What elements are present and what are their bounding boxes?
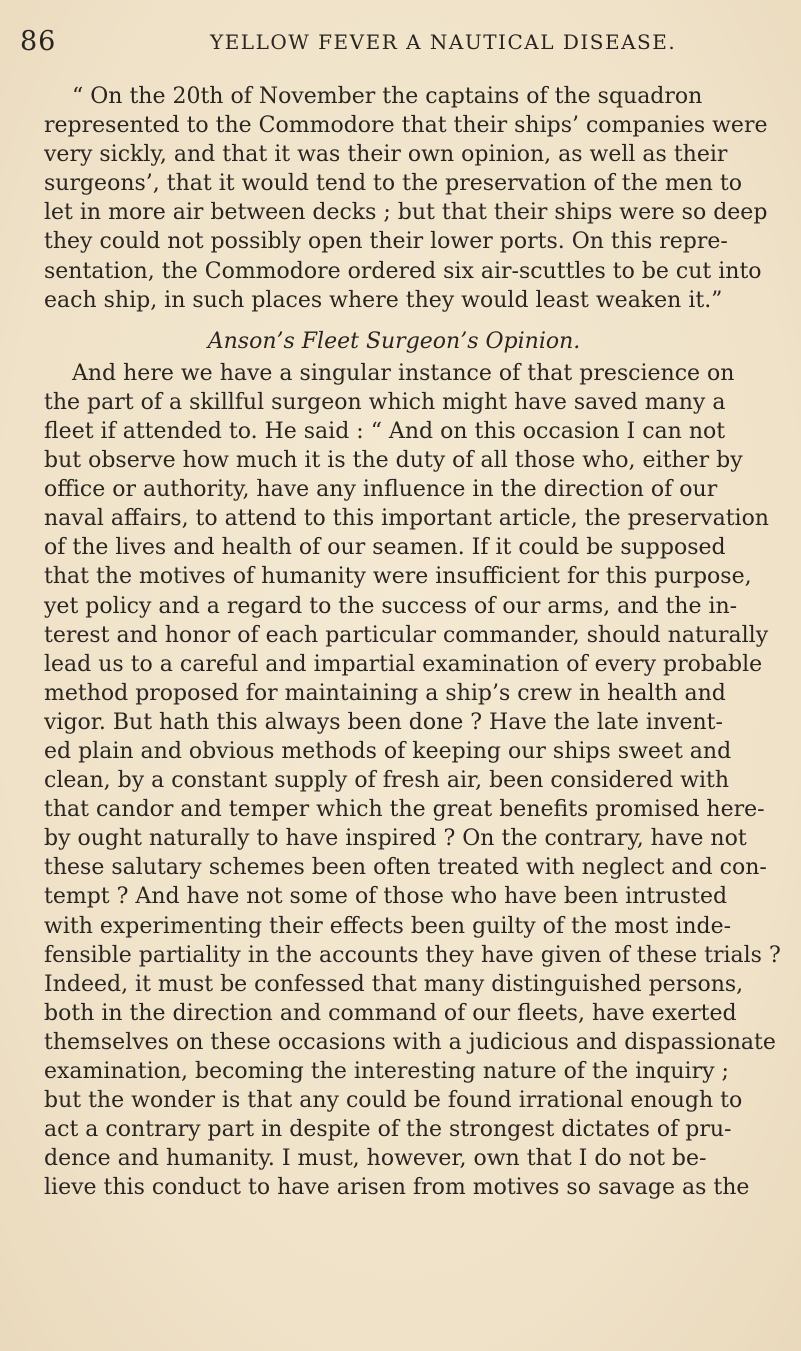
text-line: by ought naturally to have inspired ? On the contrary, have not <box>44 826 747 852</box>
text-line: that the motives of humanity were insufficient for this purpose, <box>44 564 752 590</box>
text-line: of the lives and health of our seamen. If it could be supposed <box>44 535 726 561</box>
text-line: they could not possibly open their lower ports. On this repre- <box>44 229 728 255</box>
text-line: each ship, in such places where they would least weaken it.” <box>44 287 723 313</box>
text-line: both in the direction and command of our fleets, have exerted <box>44 1000 737 1026</box>
text-line: lieve this conduct to have arisen from motives so savage as the <box>44 1175 750 1201</box>
paragraph-quote <box>44 82 784 315</box>
text-line: clean, by a constant supply of fresh air, been considered with <box>44 768 730 794</box>
text-line: these salutary schemes been often treated with neglect and con- <box>44 855 767 881</box>
text-line: but the wonder is that any could be found irrational enough to <box>44 1088 743 1114</box>
text-line: but observe how much it is the duty of all those who, either by <box>44 448 743 474</box>
text-line: Indeed, it must be confessed that many distinguished persons, <box>44 971 744 997</box>
text-line: naval affairs, to attend to this important article, the preservation <box>44 506 769 532</box>
paragraph-opinion <box>44 359 784 1203</box>
text-line: And here we have a singular instance of that prescience on <box>72 360 735 386</box>
text-line: let in more air between decks ; but that their ships were so deep <box>44 200 768 226</box>
text-line: dence and humanity. I must, however, own that I do not be- <box>44 1146 707 1172</box>
text-line: examination, becoming the interesting nature of the inquiry ; <box>44 1059 729 1084</box>
page-number: 86 <box>20 26 57 57</box>
text-line: ed plain and obvious methods of keeping our ships sweet and <box>44 738 732 764</box>
text-line: the part of a skillful surgeon which might have saved many a <box>44 389 726 415</box>
text-line: lead us to a careful and impartial examination of every probable <box>44 651 763 677</box>
page-header <box>20 18 780 57</box>
spacer <box>44 315 784 325</box>
text-line: very sickly, and that it was their own opinion, as well as their <box>44 142 728 168</box>
text-line: with experimenting their effects been guilty of the most inde- <box>44 913 732 939</box>
text-line: terest and honor of each particular commander, should naturally <box>44 622 769 648</box>
text-line: themselves on these occasions with a judicious and dispassionate <box>44 1029 776 1055</box>
text-line: fensible partiality in the accounts they have given of these trials ? <box>44 942 781 968</box>
text-line: tempt ? And have not some of those who have been intrusted <box>44 884 728 910</box>
text-line: vigor. But hath this always been done ? Have the late invent- <box>44 709 723 735</box>
body-text <box>44 82 784 1202</box>
text-line: act a contrary part in despite of the strongest dictates of pru- <box>44 1117 732 1143</box>
text-line: method proposed for maintaining a ship’s crew in health and <box>44 680 726 706</box>
text-line: office or authority, have any influence in the direction of our <box>44 477 718 503</box>
section-heading: Anson’s Fleet Surgeon’s Opinion. <box>207 328 581 354</box>
text-line: “ On the 20th of November the captains of the squadron <box>72 84 703 109</box>
text-line: sentation, the Commodore ordered six air-scuttles to be cut into <box>44 258 762 284</box>
text-line: represented to the Commodore that their ships’ companies were <box>44 113 768 139</box>
text-line: that candor and temper which the great benefits promised here- <box>44 797 765 823</box>
text-line: yet policy and a regard to the success of our arms, and the in- <box>44 593 738 619</box>
text-line: fleet if attended to. He said : “ And on this occasion I can not <box>44 418 726 444</box>
text-line: surgeons’, that it would tend to the preservation of the men to <box>44 171 742 197</box>
running-head: YELLOW FEVER A NAUTICAL DISEASE. <box>210 30 677 54</box>
